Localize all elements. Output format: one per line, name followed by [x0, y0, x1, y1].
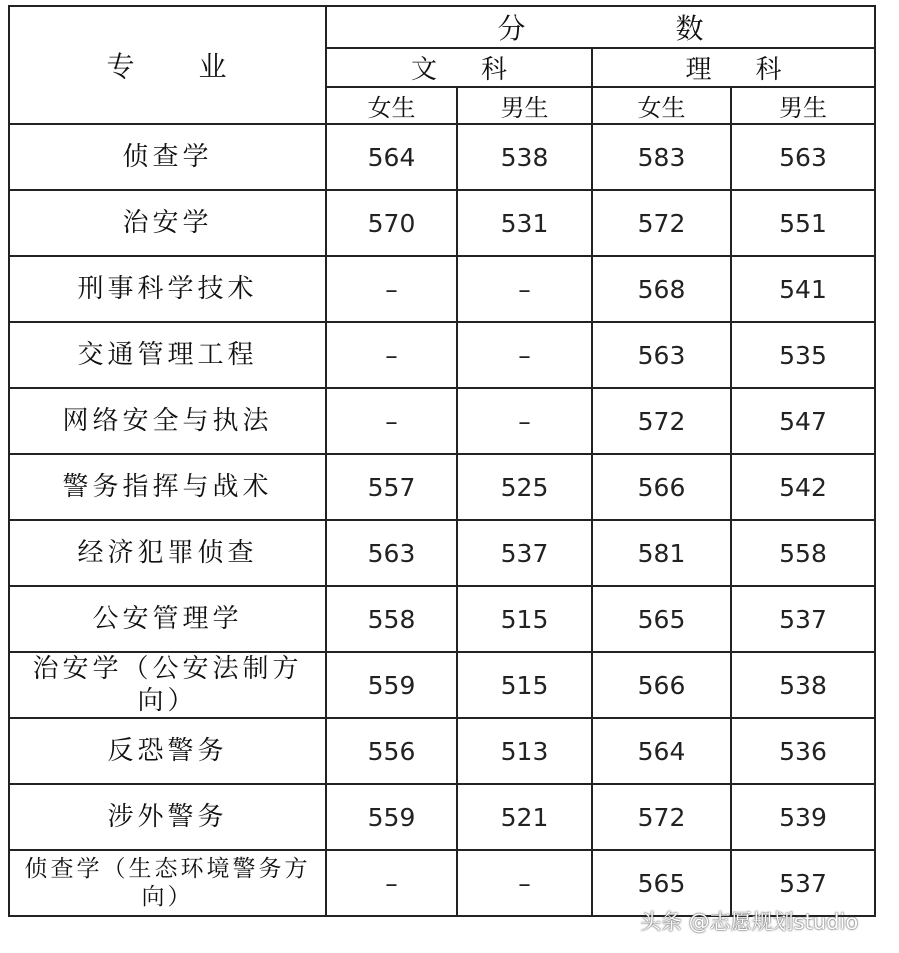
- science-male-score: 539: [731, 784, 875, 850]
- science-group-header: [592, 48, 875, 87]
- arts-female-score: 556: [326, 718, 457, 784]
- score-group-header: [326, 6, 875, 48]
- arts-male-score: 515: [457, 586, 592, 652]
- science-female-header: 女生: [592, 87, 731, 124]
- arts-header-char-2: 科: [481, 55, 508, 85]
- table-row: [9, 586, 875, 652]
- major-name-cell: 涉外警务: [9, 784, 326, 850]
- major-name-cell: 治安学: [9, 190, 326, 256]
- science-female-score: 563: [592, 322, 731, 388]
- arts-female-score: 557: [326, 454, 457, 520]
- major-name-cell: 刑事科学技术: [9, 256, 326, 322]
- table-body: [9, 124, 875, 916]
- major-name-cell: 网络安全与执法: [9, 388, 326, 454]
- science-male-score: 551: [731, 190, 875, 256]
- major-name-cell: 侦查学（生态环境警务方向）: [9, 850, 326, 916]
- score-header-char-1: 分: [497, 12, 526, 45]
- score-header-char-2: 数: [675, 12, 704, 45]
- science-male-score: 563: [731, 124, 875, 190]
- arts-female-score: 559: [326, 784, 457, 850]
- arts-female-score: –: [326, 850, 457, 916]
- science-female-score: 572: [592, 784, 731, 850]
- admission-score-table: [8, 5, 876, 917]
- table-row: [9, 190, 875, 256]
- table-row: [9, 256, 875, 322]
- major-name-cell: 治安学（公安法制方向）: [9, 652, 326, 718]
- science-female-score: 564: [592, 718, 731, 784]
- arts-male-score: 537: [457, 520, 592, 586]
- arts-female-score: 563: [326, 520, 457, 586]
- arts-female-score: –: [326, 322, 457, 388]
- table-row: [9, 454, 875, 520]
- science-male-score: 558: [731, 520, 875, 586]
- arts-male-score: 515: [457, 652, 592, 718]
- science-female-score: 565: [592, 586, 731, 652]
- arts-female-score: 570: [326, 190, 457, 256]
- table-row: [9, 388, 875, 454]
- arts-header-char-1: 文: [410, 55, 437, 85]
- science-male-header: 男生: [731, 87, 875, 124]
- arts-female-score: –: [326, 388, 457, 454]
- science-male-score: 542: [731, 454, 875, 520]
- major-column-header: [9, 6, 326, 124]
- major-name-cell: 侦查学: [9, 124, 326, 190]
- table-row: [9, 784, 875, 850]
- arts-female-score: 564: [326, 124, 457, 190]
- arts-male-score: 521: [457, 784, 592, 850]
- arts-male-score: –: [457, 388, 592, 454]
- science-male-score: 535: [731, 322, 875, 388]
- table-header: [9, 6, 875, 124]
- science-female-score: 583: [592, 124, 731, 190]
- major-name-cell: 公安管理学: [9, 586, 326, 652]
- science-female-score: 572: [592, 388, 731, 454]
- table-row: [9, 124, 875, 190]
- major-name-cell: 警务指挥与战术: [9, 454, 326, 520]
- science-female-score: 566: [592, 454, 731, 520]
- table-row: [9, 652, 875, 718]
- science-female-score: 581: [592, 520, 731, 586]
- science-male-score: 536: [731, 718, 875, 784]
- arts-male-score: –: [457, 850, 592, 916]
- science-male-score: 538: [731, 652, 875, 718]
- science-header-char-1: 理: [685, 55, 712, 85]
- table-row: [9, 520, 875, 586]
- arts-female-header: 女生: [326, 87, 457, 124]
- science-male-score: 541: [731, 256, 875, 322]
- arts-male-score: 525: [457, 454, 592, 520]
- header-row-score: [9, 6, 875, 48]
- arts-female-score: 558: [326, 586, 457, 652]
- science-female-score: 568: [592, 256, 731, 322]
- arts-male-score: 531: [457, 190, 592, 256]
- major-name-cell: 交通管理工程: [9, 322, 326, 388]
- table-row: [9, 718, 875, 784]
- major-name-cell: 反恐警务: [9, 718, 326, 784]
- table-row: [9, 322, 875, 388]
- watermark-text: 头条 @志愿规划studio: [640, 910, 859, 934]
- arts-male-score: 513: [457, 718, 592, 784]
- science-female-score: 566: [592, 652, 731, 718]
- arts-male-score: 538: [457, 124, 592, 190]
- science-female-score: 565: [592, 850, 731, 916]
- science-male-score: 537: [731, 850, 875, 916]
- arts-group-header: [326, 48, 592, 87]
- arts-male-header: 男生: [457, 87, 592, 124]
- arts-male-score: –: [457, 256, 592, 322]
- science-female-score: 572: [592, 190, 731, 256]
- science-header-char-2: 科: [755, 55, 782, 85]
- major-header-char-1: 专: [106, 50, 137, 83]
- science-male-score: 537: [731, 586, 875, 652]
- arts-female-score: 559: [326, 652, 457, 718]
- major-name-cell: 经济犯罪侦查: [9, 520, 326, 586]
- arts-female-score: –: [326, 256, 457, 322]
- arts-male-score: –: [457, 322, 592, 388]
- major-header-char-2: 业: [198, 50, 229, 83]
- science-male-score: 547: [731, 388, 875, 454]
